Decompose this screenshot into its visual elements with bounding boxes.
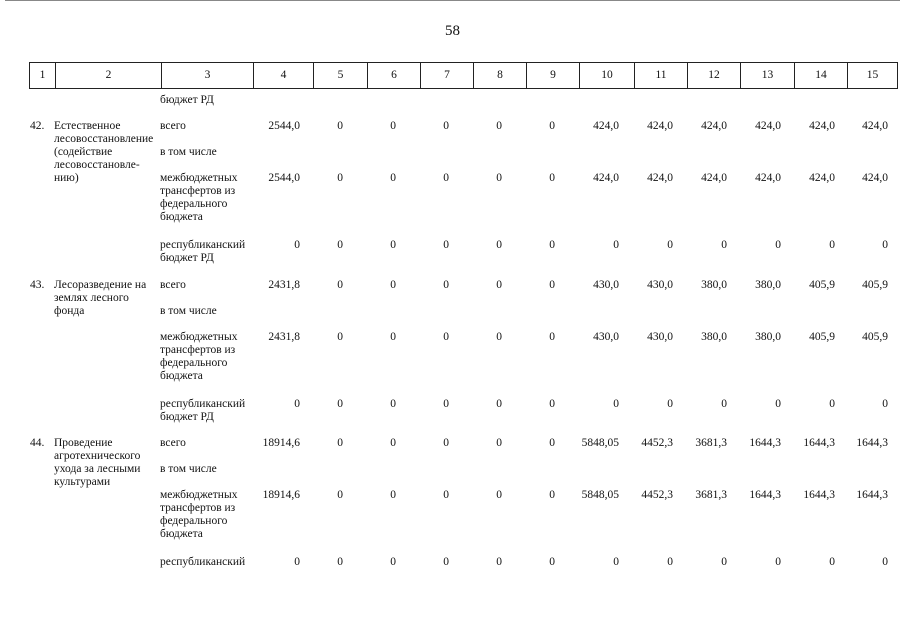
item-name-line: Естественное [54,120,121,132]
value-col-8: 0 [496,556,502,568]
value-col-5: 0 [337,331,343,343]
funding-type [160,146,217,159]
funding-type-line: всего [160,120,186,132]
value-col-8: 0 [496,239,502,251]
funding-type-line: бюджета [160,211,203,223]
funding-type-line: межбюджетных [160,489,238,501]
item-name [54,279,146,318]
value-col-7: 0 [443,556,449,568]
value-col-7: 0 [443,398,449,410]
item-number: 44. [30,437,45,449]
value-col-5: 0 [337,556,343,568]
value-col-5: 0 [337,437,343,449]
funding-type-line: всего [160,279,186,291]
value-col-4: 18914,6 [262,437,300,449]
value-col-9: 0 [549,331,555,343]
funding-type-line: межбюджетных [160,331,238,343]
funding-type-line: республиканский [160,239,246,251]
funding-type-line: республиканский [160,398,246,410]
funding-type [160,556,245,569]
continuation-text: бюджет РД [160,94,214,106]
value-col-12: 380,0 [701,331,727,343]
value-col-12: 3681,3 [695,437,727,449]
value-col-4: 2544,0 [268,120,300,132]
value-col-15: 0 [882,239,888,251]
value-col-4: 18914,6 [262,489,300,501]
value-col-10: 5848,05 [581,437,619,449]
funding-type [160,172,237,224]
value-col-13: 0 [775,556,781,568]
column-header-3: 3 [162,63,254,88]
value-col-8: 0 [496,172,502,184]
funding-type-line: в том числе [160,146,217,158]
value-col-13: 380,0 [755,279,781,291]
value-col-7: 0 [443,120,449,132]
value-col-5: 0 [337,279,343,291]
value-col-12: 424,0 [701,172,727,184]
value-col-14: 1644,3 [803,437,835,449]
value-col-6: 0 [390,489,396,501]
item-name-line: Проведение [54,437,113,449]
value-col-13: 0 [775,398,781,410]
funding-type-line: бюджета [160,370,203,382]
item-name-line: лесовосстановление [54,133,154,145]
value-col-5: 0 [337,172,343,184]
value-col-10: 424,0 [593,120,619,132]
value-col-15: 1644,3 [856,489,888,501]
value-col-15: 1644,3 [856,437,888,449]
column-header-2: 2 [56,63,162,88]
value-col-10: 0 [613,556,619,568]
funding-type [160,120,186,133]
value-col-14: 1644,3 [803,489,835,501]
funding-type-line: республиканский [160,556,246,568]
page-number: 58 [445,23,460,39]
funding-type [160,437,186,450]
funding-type-line: федерального [160,198,228,210]
value-col-14: 0 [829,556,835,568]
value-col-9: 0 [549,172,555,184]
value-col-5: 0 [337,398,343,410]
column-header-11: 11 [635,63,688,88]
value-col-11: 430,0 [647,279,673,291]
value-col-14: 0 [829,398,835,410]
value-col-6: 0 [390,120,396,132]
item-name-line: землях лесного [54,292,129,304]
value-col-9: 0 [549,120,555,132]
value-col-6: 0 [390,398,396,410]
value-col-11: 0 [667,556,673,568]
funding-type-line: в том числе [160,305,217,317]
funding-type-line: бюджет РД [160,252,214,264]
value-col-4: 2431,8 [268,331,300,343]
value-col-14: 424,0 [809,120,835,132]
column-header-10: 10 [580,63,635,88]
value-col-9: 0 [549,279,555,291]
value-col-9: 0 [549,489,555,501]
value-col-5: 0 [337,239,343,251]
funding-type [160,279,186,292]
value-col-6: 0 [390,239,396,251]
column-header-13: 13 [741,63,795,88]
column-header-4: 4 [254,63,314,88]
value-col-12: 0 [721,556,727,568]
item-name-line: культурами [54,476,111,488]
value-col-10: 430,0 [593,279,619,291]
value-col-4: 0 [294,239,300,251]
value-col-10: 430,0 [593,331,619,343]
value-col-13: 1644,3 [749,437,781,449]
value-col-14: 424,0 [809,172,835,184]
value-col-4: 2431,8 [268,279,300,291]
item-name [54,437,140,489]
value-col-7: 0 [443,279,449,291]
item-number: 43. [30,279,45,291]
value-col-12: 380,0 [701,279,727,291]
item-group [0,279,905,439]
value-col-13: 424,0 [755,172,781,184]
funding-type-line: бюджета [160,528,203,540]
value-col-6: 0 [390,172,396,184]
value-col-12: 0 [721,398,727,410]
value-col-15: 0 [882,556,888,568]
value-col-7: 0 [443,331,449,343]
column-header-12: 12 [688,63,741,88]
funding-type-line: бюджет РД [160,411,214,423]
value-col-8: 0 [496,331,502,343]
value-col-6: 0 [390,556,396,568]
value-col-7: 0 [443,172,449,184]
value-col-14: 405,9 [809,331,835,343]
item-group [0,120,905,280]
value-col-8: 0 [496,437,502,449]
value-col-11: 430,0 [647,331,673,343]
value-col-11: 0 [667,398,673,410]
table-header-row [29,62,898,89]
value-col-12: 3681,3 [695,489,727,501]
column-header-14: 14 [795,63,848,88]
value-col-4: 0 [294,398,300,410]
value-col-15: 0 [882,398,888,410]
value-col-5: 0 [337,489,343,501]
funding-type [160,239,245,265]
column-header-7: 7 [421,63,474,88]
value-col-7: 0 [443,489,449,501]
item-name-line: лесовосстановле- [54,159,140,171]
value-col-9: 0 [549,437,555,449]
value-col-10: 424,0 [593,172,619,184]
value-col-11: 424,0 [647,120,673,132]
value-col-9: 0 [549,239,555,251]
value-col-13: 424,0 [755,120,781,132]
value-col-8: 0 [496,398,502,410]
value-col-15: 424,0 [862,172,888,184]
funding-type-line: федерального [160,515,228,527]
item-name-line: фонда [54,305,85,317]
value-col-6: 0 [390,331,396,343]
value-col-10: 0 [613,398,619,410]
funding-type [160,463,217,476]
funding-type-line: федерального [160,357,228,369]
value-col-5: 0 [337,120,343,132]
funding-type-line: трансфертов из [160,185,236,197]
item-group [0,437,905,597]
value-col-9: 0 [549,556,555,568]
funding-type-line: трансфертов из [160,344,236,356]
value-col-15: 405,9 [862,279,888,291]
value-col-13: 0 [775,239,781,251]
value-col-9: 0 [549,398,555,410]
value-col-11: 0 [667,239,673,251]
value-col-8: 0 [496,489,502,501]
funding-type-line: межбюджетных [160,172,238,184]
value-col-7: 0 [443,239,449,251]
value-col-15: 405,9 [862,331,888,343]
value-col-12: 424,0 [701,120,727,132]
column-header-6: 6 [368,63,421,88]
value-col-15: 424,0 [862,120,888,132]
scan-edge-line [5,0,900,1]
value-col-14: 405,9 [809,279,835,291]
value-col-10: 5848,05 [581,489,619,501]
item-name-line: (содействие [54,146,113,158]
column-header-5: 5 [314,63,368,88]
item-name-line: ухода за лесными [54,463,141,475]
column-header-8: 8 [474,63,527,88]
value-col-11: 4452,3 [641,437,673,449]
funding-type-line: в том числе [160,463,217,475]
value-col-6: 0 [390,437,396,449]
value-col-11: 424,0 [647,172,673,184]
value-col-7: 0 [443,437,449,449]
item-name-line: нию) [54,172,79,184]
item-name [54,120,153,185]
value-col-4: 2544,0 [268,172,300,184]
funding-type-line: всего [160,437,186,449]
value-col-8: 0 [496,279,502,291]
value-col-8: 0 [496,120,502,132]
item-name-line: Лесоразведение на [54,279,147,291]
funding-type [160,331,237,383]
value-col-13: 1644,3 [749,489,781,501]
value-col-6: 0 [390,279,396,291]
funding-type-line: трансфертов из [160,502,236,514]
value-col-4: 0 [294,556,300,568]
column-header-1: 1 [29,63,56,88]
column-header-15: 15 [848,63,898,88]
value-col-13: 380,0 [755,331,781,343]
item-name-line: агротехнического [54,450,141,462]
funding-type [160,489,237,541]
value-col-12: 0 [721,239,727,251]
value-col-11: 4452,3 [641,489,673,501]
value-col-10: 0 [613,239,619,251]
funding-type [160,398,245,424]
column-header-9: 9 [527,63,580,88]
funding-type [160,305,217,318]
value-col-14: 0 [829,239,835,251]
item-number: 42. [30,120,45,132]
